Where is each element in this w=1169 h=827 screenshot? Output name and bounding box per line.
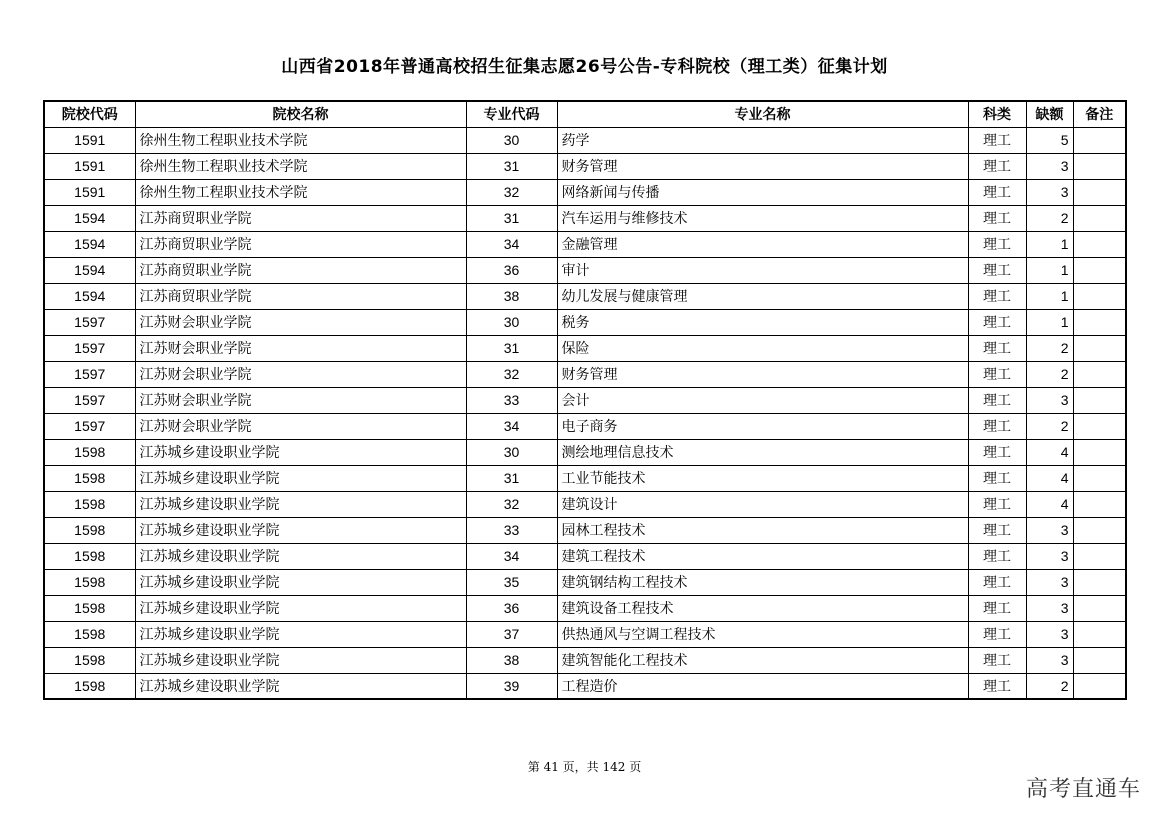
page-footer: 第 41 页，共 142 页	[527, 760, 642, 774]
cell-major-code: 31	[466, 335, 557, 361]
cell-major-code: 36	[466, 257, 557, 283]
cell-major-name: 测绘地理信息技术	[557, 439, 968, 465]
cell-school-code: 1598	[44, 491, 135, 517]
cell-major-code: 31	[466, 205, 557, 231]
cell-vacancy: 1	[1026, 309, 1073, 335]
cell-category: 理工	[968, 413, 1026, 439]
cell-school-code: 1591	[44, 127, 135, 153]
cell-category: 理工	[968, 361, 1026, 387]
header-school-name: 院校名称	[135, 101, 466, 127]
cell-major-name: 工程造价	[557, 673, 968, 699]
cell-note	[1073, 231, 1126, 257]
cell-category: 理工	[968, 517, 1026, 543]
cell-category: 理工	[968, 335, 1026, 361]
cell-school-name: 江苏商贸职业学院	[135, 283, 466, 309]
cell-vacancy: 2	[1026, 413, 1073, 439]
cell-note	[1073, 205, 1126, 231]
cell-major-name: 金融管理	[557, 231, 968, 257]
cell-major-name: 药学	[557, 127, 968, 153]
cell-major-code: 34	[466, 543, 557, 569]
cell-school-code: 1597	[44, 387, 135, 413]
cell-note	[1073, 309, 1126, 335]
cell-vacancy: 2	[1026, 361, 1073, 387]
cell-major-code: 36	[466, 595, 557, 621]
cell-category: 理工	[968, 127, 1026, 153]
cell-note	[1073, 595, 1126, 621]
table-row	[44, 595, 1126, 621]
cell-category: 理工	[968, 491, 1026, 517]
cell-note	[1073, 517, 1126, 543]
cell-vacancy: 2	[1026, 205, 1073, 231]
table-row	[44, 621, 1126, 647]
cell-note	[1073, 413, 1126, 439]
table-row	[44, 387, 1126, 413]
header-major-name: 专业名称	[557, 101, 968, 127]
cell-vacancy: 3	[1026, 387, 1073, 413]
document-title: 山西省2018年普通高校招生征集志愿26号公告-专科院校（理工类）征集计划	[281, 57, 888, 77]
cell-major-code: 32	[466, 361, 557, 387]
cell-major-name: 网络新闻与传播	[557, 179, 968, 205]
cell-school-code: 1594	[44, 231, 135, 257]
cell-note	[1073, 179, 1126, 205]
header-school-code: 院校代码	[44, 101, 135, 127]
table-row	[44, 439, 1126, 465]
table-row	[44, 309, 1126, 335]
cell-school-code: 1598	[44, 673, 135, 699]
cell-major-name: 建筑智能化工程技术	[557, 647, 968, 673]
cell-note	[1073, 621, 1126, 647]
table-row	[44, 413, 1126, 439]
table-row	[44, 647, 1126, 673]
header-note: 备注	[1073, 101, 1126, 127]
table-row	[44, 517, 1126, 543]
cell-vacancy: 3	[1026, 153, 1073, 179]
cell-school-code: 1598	[44, 595, 135, 621]
cell-note	[1073, 673, 1126, 699]
cell-category: 理工	[968, 673, 1026, 699]
cell-vacancy: 1	[1026, 231, 1073, 257]
cell-school-code: 1598	[44, 465, 135, 491]
cell-school-name: 江苏财会职业学院	[135, 387, 466, 413]
table-body	[44, 127, 1126, 699]
cell-school-code: 1594	[44, 283, 135, 309]
cell-category: 理工	[968, 465, 1026, 491]
table-row	[44, 335, 1126, 361]
cell-major-code: 38	[466, 283, 557, 309]
cell-school-name: 江苏城乡建设职业学院	[135, 621, 466, 647]
cell-school-name: 江苏财会职业学院	[135, 413, 466, 439]
cell-note	[1073, 465, 1126, 491]
cell-category: 理工	[968, 621, 1026, 647]
table-row	[44, 543, 1126, 569]
cell-vacancy: 3	[1026, 647, 1073, 673]
cell-category: 理工	[968, 387, 1026, 413]
cell-school-code: 1594	[44, 205, 135, 231]
cell-school-name: 江苏城乡建设职业学院	[135, 465, 466, 491]
cell-category: 理工	[968, 153, 1026, 179]
cell-school-code: 1597	[44, 309, 135, 335]
cell-major-name: 审计	[557, 257, 968, 283]
cell-school-code: 1597	[44, 413, 135, 439]
cell-category: 理工	[968, 569, 1026, 595]
cell-note	[1073, 257, 1126, 283]
cell-major-code: 34	[466, 231, 557, 257]
cell-category: 理工	[968, 309, 1026, 335]
cell-category: 理工	[968, 179, 1026, 205]
cell-school-code: 1598	[44, 517, 135, 543]
watermark: 高考直通车	[1025, 777, 1141, 802]
cell-note	[1073, 153, 1126, 179]
cell-vacancy: 3	[1026, 179, 1073, 205]
cell-note	[1073, 335, 1126, 361]
cell-vacancy: 1	[1026, 283, 1073, 309]
cell-major-name: 建筑工程技术	[557, 543, 968, 569]
cell-school-code: 1591	[44, 153, 135, 179]
cell-school-code: 1591	[44, 179, 135, 205]
cell-category: 理工	[968, 543, 1026, 569]
cell-major-code: 33	[466, 517, 557, 543]
cell-note	[1073, 543, 1126, 569]
cell-school-code: 1594	[44, 257, 135, 283]
cell-category: 理工	[968, 257, 1026, 283]
table-row	[44, 205, 1126, 231]
cell-note	[1073, 361, 1126, 387]
cell-major-name: 汽车运用与维修技术	[557, 205, 968, 231]
cell-category: 理工	[968, 205, 1026, 231]
cell-school-code: 1597	[44, 335, 135, 361]
cell-category: 理工	[968, 231, 1026, 257]
cell-note	[1073, 569, 1126, 595]
table-row	[44, 673, 1126, 699]
cell-major-name: 税务	[557, 309, 968, 335]
cell-major-name: 保险	[557, 335, 968, 361]
cell-school-name: 江苏城乡建设职业学院	[135, 439, 466, 465]
cell-school-name: 江苏城乡建设职业学院	[135, 517, 466, 543]
cell-major-code: 31	[466, 465, 557, 491]
cell-school-name: 江苏商贸职业学院	[135, 257, 466, 283]
cell-major-code: 35	[466, 569, 557, 595]
cell-note	[1073, 647, 1126, 673]
table-row	[44, 127, 1126, 153]
cell-major-name: 会计	[557, 387, 968, 413]
cell-vacancy: 3	[1026, 621, 1073, 647]
cell-school-name: 江苏商贸职业学院	[135, 231, 466, 257]
cell-school-name: 江苏城乡建设职业学院	[135, 673, 466, 699]
cell-note	[1073, 387, 1126, 413]
cell-category: 理工	[968, 439, 1026, 465]
enrollment-plan-table	[43, 100, 1127, 700]
cell-school-name: 江苏城乡建设职业学院	[135, 569, 466, 595]
cell-major-name: 园林工程技术	[557, 517, 968, 543]
table-header-row	[44, 101, 1126, 127]
cell-school-code: 1598	[44, 647, 135, 673]
cell-major-code: 30	[466, 127, 557, 153]
cell-major-name: 工业节能技术	[557, 465, 968, 491]
cell-major-name: 幼儿发展与健康管理	[557, 283, 968, 309]
cell-school-name: 徐州生物工程职业技术学院	[135, 179, 466, 205]
cell-vacancy: 2	[1026, 673, 1073, 699]
table-row	[44, 231, 1126, 257]
cell-note	[1073, 127, 1126, 153]
cell-major-code: 30	[466, 439, 557, 465]
cell-school-name: 江苏城乡建设职业学院	[135, 543, 466, 569]
cell-major-code: 37	[466, 621, 557, 647]
table-row	[44, 283, 1126, 309]
table-row	[44, 179, 1126, 205]
cell-major-code: 33	[466, 387, 557, 413]
cell-category: 理工	[968, 595, 1026, 621]
cell-vacancy: 5	[1026, 127, 1073, 153]
cell-category: 理工	[968, 283, 1026, 309]
cell-school-code: 1598	[44, 439, 135, 465]
cell-major-code: 39	[466, 673, 557, 699]
table-row	[44, 361, 1126, 387]
cell-vacancy: 4	[1026, 439, 1073, 465]
cell-vacancy: 2	[1026, 335, 1073, 361]
cell-vacancy: 3	[1026, 569, 1073, 595]
table-row	[44, 491, 1126, 517]
cell-school-name: 江苏财会职业学院	[135, 309, 466, 335]
table-row	[44, 153, 1126, 179]
cell-school-code: 1598	[44, 621, 135, 647]
table-row	[44, 257, 1126, 283]
cell-major-code: 31	[466, 153, 557, 179]
cell-school-name: 江苏财会职业学院	[135, 361, 466, 387]
cell-major-code: 30	[466, 309, 557, 335]
cell-vacancy: 4	[1026, 491, 1073, 517]
cell-major-name: 财务管理	[557, 153, 968, 179]
cell-school-code: 1597	[44, 361, 135, 387]
cell-school-name: 徐州生物工程职业技术学院	[135, 127, 466, 153]
cell-major-name: 财务管理	[557, 361, 968, 387]
cell-major-code: 32	[466, 491, 557, 517]
cell-school-name: 徐州生物工程职业技术学院	[135, 153, 466, 179]
cell-vacancy: 3	[1026, 517, 1073, 543]
cell-note	[1073, 283, 1126, 309]
cell-vacancy: 1	[1026, 257, 1073, 283]
cell-major-name: 建筑钢结构工程技术	[557, 569, 968, 595]
cell-vacancy: 4	[1026, 465, 1073, 491]
table-row	[44, 465, 1126, 491]
cell-major-code: 32	[466, 179, 557, 205]
header-vacancy: 缺额	[1026, 101, 1073, 127]
cell-school-name: 江苏城乡建设职业学院	[135, 595, 466, 621]
cell-note	[1073, 491, 1126, 517]
cell-major-code: 34	[466, 413, 557, 439]
cell-school-name: 江苏商贸职业学院	[135, 205, 466, 231]
cell-note	[1073, 439, 1126, 465]
cell-school-code: 1598	[44, 543, 135, 569]
table-row	[44, 569, 1126, 595]
cell-school-code: 1598	[44, 569, 135, 595]
header-category: 科类	[968, 101, 1026, 127]
cell-major-name: 电子商务	[557, 413, 968, 439]
cell-major-name: 供热通风与空调工程技术	[557, 621, 968, 647]
cell-category: 理工	[968, 647, 1026, 673]
cell-major-code: 38	[466, 647, 557, 673]
cell-vacancy: 3	[1026, 595, 1073, 621]
cell-school-name: 江苏财会职业学院	[135, 335, 466, 361]
cell-school-name: 江苏城乡建设职业学院	[135, 647, 466, 673]
cell-school-name: 江苏城乡建设职业学院	[135, 491, 466, 517]
header-major-code: 专业代码	[466, 101, 557, 127]
cell-major-name: 建筑设备工程技术	[557, 595, 968, 621]
cell-major-name: 建筑设计	[557, 491, 968, 517]
cell-vacancy: 3	[1026, 543, 1073, 569]
